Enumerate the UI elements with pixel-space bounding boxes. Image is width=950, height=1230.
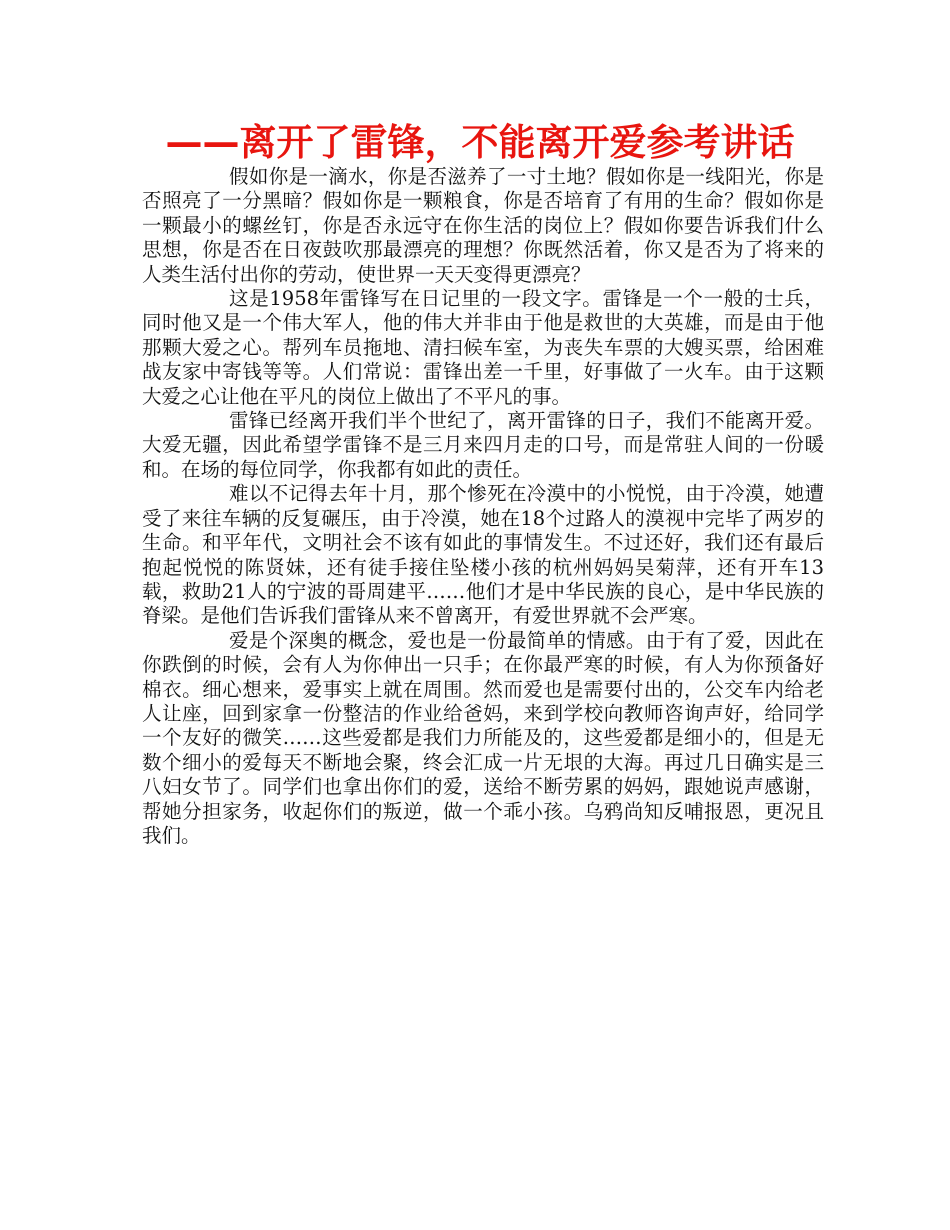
paragraph-2: 这是1958年雷锋写在日记里的一段文字。雷锋是一个一般的士兵，同时他又是一个伟大军人，他的伟大并非由于他是救世的大英雄，而是由于他那颗大爱之心。帮列车员拖地、清扫候车室，为丧失车票的大嫂买票，给困难战友家中寄钱等等。人们常说：雷锋出差一千里，好事做了一火车。由于这颗大爱之心让他在平凡的岗位上做出了不平凡的事。: [142, 287, 824, 408]
document-title: ——离开了雷锋，不能离开爱参考讲话: [165, 121, 795, 164]
paragraph-1: 假如你是一滴水，你是否滋养了一寸土地？假如你是一线阳光，你是否照亮了一分黑暗？假如你是一颗粮食，你是否培育了有用的生命？假如你是一颗最小的螺丝钉，你是否永远守在你生活的岗位上？假如你要告诉我们什么思想，你是否在日夜鼓吹那最漂亮的理想？你既然活着，你又是否为了将来的人类生活付出你的劳动，使世界一天天变得更漂亮？: [142, 165, 824, 286]
paragraph-4: 难以不记得去年十月，那个惨死在冷漠中的小悦悦，由于冷漠，她遭受了来往车辆的反复碾压，由于冷漠，她在18个过路人的漠视中完毕了两岁的生命。和平年代，文明社会不该有如此的事情发生。不过还好，我们还有最后抱起悦悦的陈贤妹，还有徒手接住坠楼小孩的杭州妈妈吴菊萍，还有开车13载，救助21人的宁波的哥周建平……他们才是中华民族的良心，是中华民族的脊梁。是他们告诉我们雷锋从来不曾离开，有爱世界就不会严寒。: [142, 482, 824, 628]
document-body: [142, 165, 824, 848]
paragraph-5: 爱是个深奥的概念，爱也是一份最简单的情感。由于有了爱，因此在你跌倒的时候，会有人为你伸出一只手；在你最严寒的时候，有人为你预备好棉衣。细心想来，爱事实上就在周围。然而爱也是需要付出的，公交车内给老人让座，回到家拿一份整洁的作业给爸妈，来到学校向教师咨询声好，给同学一个友好的微笑……这些爱都是我们力所能及的，这些爱都是细小的，但是无数个细小的爱每天不断地会聚，终会汇成一片无垠的大海。再过几日确实是三八妇女节了。同学们也拿出你们的爱，送给不断劳累的妈妈，跟她说声感谢，帮她分担家务，收起你们的叛逆，做一个乖小孩。乌鸦尚知反哺报恩，更况且我们。: [142, 628, 824, 847]
paragraph-3: 雷锋已经离开我们半个世纪了，离开雷锋的日子，我们不能离开爱。大爱无疆，因此希望学雷锋不是三月来四月走的口号，而是常驻人间的一份暖和。在场的每位同学，你我都有如此的责任。: [142, 409, 824, 481]
